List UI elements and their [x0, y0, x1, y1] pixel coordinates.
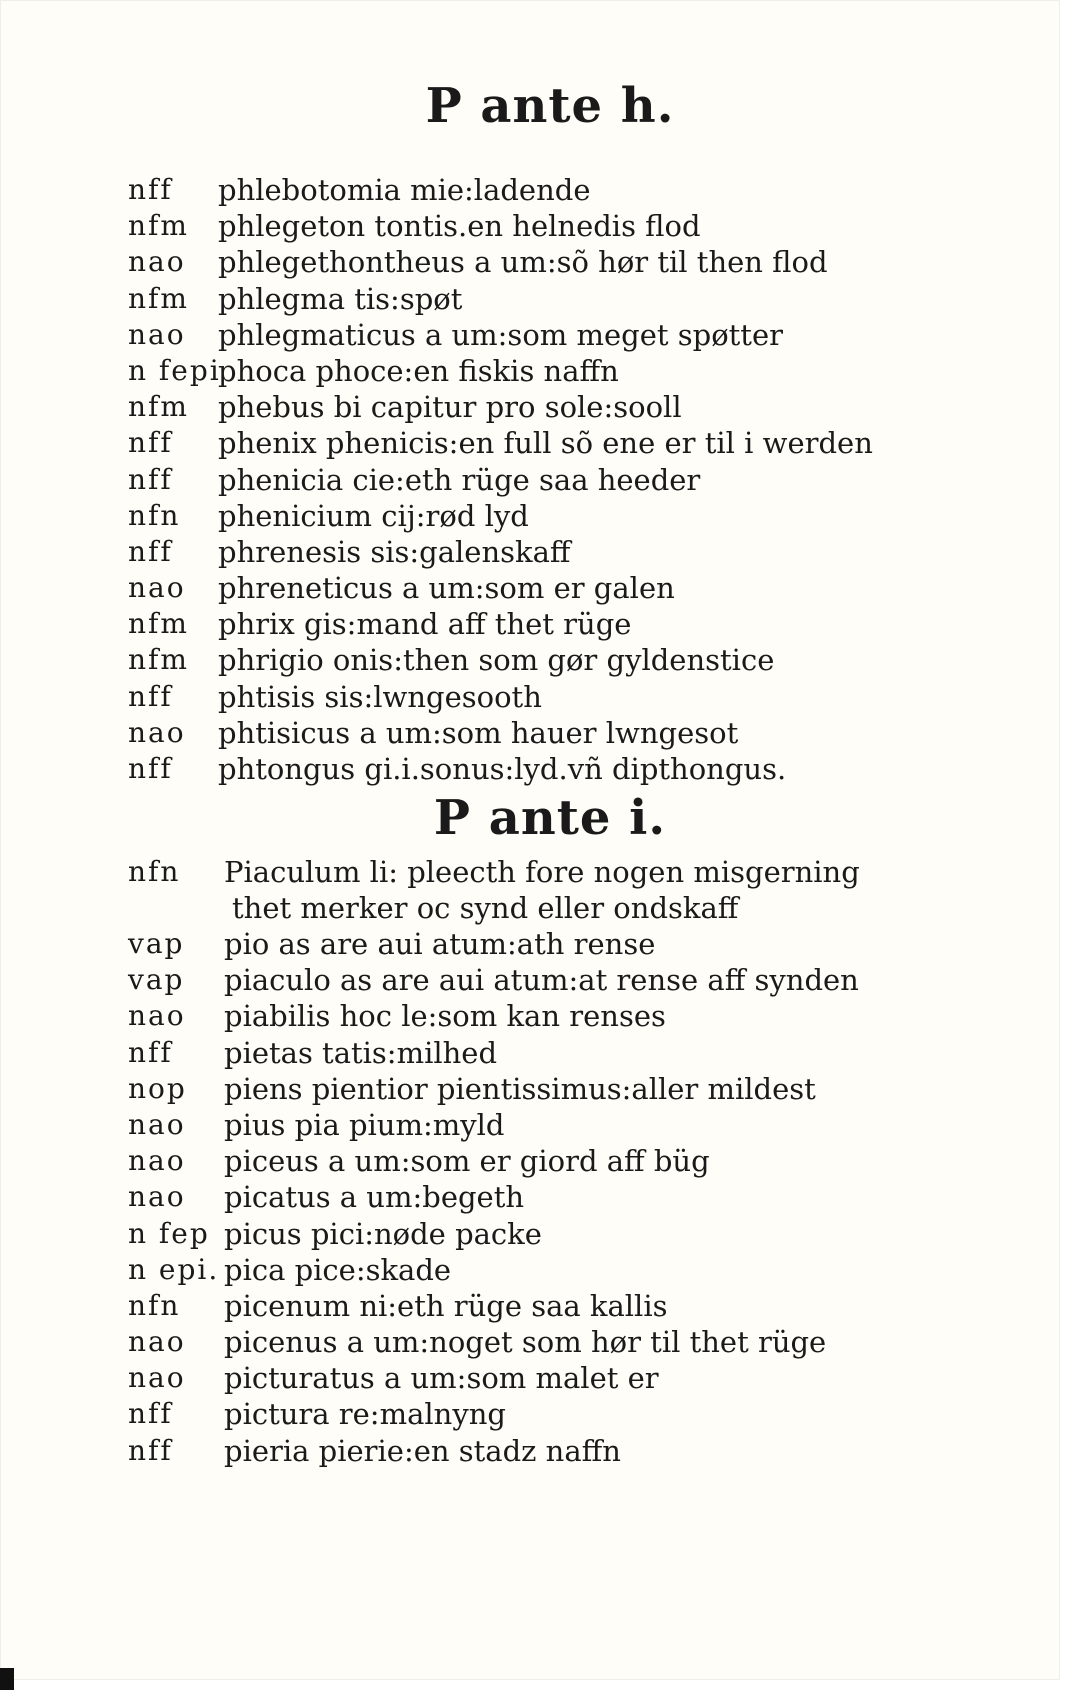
entry-continuation: thet merker oc synd eller ondskaff — [232, 891, 739, 925]
grammar-code: n fep — [128, 1216, 210, 1250]
grammar-code: nfn — [128, 1288, 181, 1322]
list-item — [0, 1179, 1060, 1215]
entry-text: phenicia cie:eth rüge saa heeder — [218, 462, 701, 497]
list-item — [0, 679, 1060, 715]
entry-text: pius pia pium:myld — [224, 1107, 505, 1142]
entry-text: picus pici:nøde packe — [224, 1216, 542, 1251]
grammar-code: nfm — [128, 209, 189, 243]
grammar-code: nff — [128, 1433, 173, 1467]
list-item — [0, 570, 1060, 606]
entry-text: phlegeton tontis.en helnedis flod — [218, 209, 701, 244]
grammar-code: nfm — [128, 281, 189, 315]
entry-text: pieria pierie:en stadz naffn — [224, 1433, 621, 1468]
entry-text: piceus a um:som er giord aff büg — [224, 1144, 710, 1179]
list-item — [0, 1071, 1060, 1107]
grammar-code: nff — [128, 426, 173, 460]
grammar-code: nao — [128, 1325, 186, 1359]
list-item — [0, 534, 1060, 570]
entry-text: phenicium cij:rød lyd — [218, 498, 529, 533]
list-item — [0, 317, 1060, 353]
list-item — [0, 1107, 1060, 1143]
grammar-code: n fepi — [128, 353, 221, 387]
entry-text: phlegma tis:spøt — [218, 281, 463, 316]
entry-text: phrigio onis:then som gør gyldenstice — [218, 643, 775, 678]
entry-list-section-1 — [0, 172, 1060, 787]
list-item — [0, 1324, 1060, 1360]
list-item — [0, 208, 1060, 244]
list-item — [0, 172, 1060, 208]
entry-text: phlegmaticus a um:som meget spøtter — [218, 317, 783, 352]
entry-text: piaculo as are aui atum:at rense aff synden — [224, 963, 859, 998]
list-item — [0, 244, 1060, 280]
list-item — [0, 389, 1060, 425]
list-item — [0, 1143, 1060, 1179]
list-item — [0, 462, 1060, 498]
grammar-code: nao — [128, 1144, 186, 1178]
entry-text: phebus bi capitur pro sole:sooll — [218, 390, 682, 425]
grammar-code: nao — [128, 571, 186, 605]
list-item — [0, 281, 1060, 317]
entry-text: Piaculum li: pleecth fore nogen misgerning — [224, 855, 860, 889]
section-heading-p-ante-h: P ante h. — [425, 78, 675, 134]
list-item — [0, 1433, 1060, 1469]
list-item — [0, 1252, 1060, 1288]
grammar-code: nff — [128, 173, 173, 206]
grammar-code: nao — [128, 1107, 186, 1141]
grammar-code: nao — [128, 1180, 186, 1214]
grammar-code: nff — [128, 1397, 173, 1431]
list-item — [0, 854, 1060, 926]
grammar-code: nff — [128, 1035, 173, 1069]
entry-text: phenix phenicis:en full sõ ene er til i werden — [218, 426, 873, 461]
entry-text: picatus a um:begeth — [224, 1180, 525, 1215]
grammar-code: vap — [128, 927, 185, 960]
grammar-code: nff — [128, 752, 173, 785]
list-item — [0, 926, 1060, 962]
grammar-code: vap — [128, 963, 185, 997]
grammar-code: nfn — [128, 855, 181, 888]
entry-text: pio as are aui atum:ath rense — [224, 927, 656, 961]
grammar-code: nfn — [128, 498, 181, 532]
entry-text: pietas tatis:milhed — [224, 1035, 498, 1070]
entry-text: piabilis hoc le:som kan renses — [224, 999, 666, 1034]
grammar-code: nao — [128, 1361, 186, 1395]
grammar-code: n epi. — [128, 1252, 220, 1286]
grammar-code: nop — [128, 1071, 187, 1105]
entry-text: phlegethontheus a um:sõ hør til then flod — [218, 245, 828, 280]
list-item — [0, 998, 1060, 1034]
entry-text: phtongus gi.i.sonus:lyd.vñ dipthongus. — [218, 752, 787, 786]
list-item — [0, 1216, 1060, 1252]
grammar-code: nao — [128, 245, 186, 279]
entry-text: pictura re:malnyng — [224, 1397, 506, 1432]
list-item — [0, 606, 1060, 642]
entry-text: phlebotomia mie:ladende — [218, 173, 591, 207]
entry-text: phoca phoce:en fiskis naffn — [218, 353, 619, 388]
entry-text: phtisis sis:lwngesooth — [218, 679, 542, 714]
entry-text: picenum ni:eth rüge saa kallis — [224, 1288, 668, 1323]
list-item — [0, 353, 1060, 389]
list-item — [0, 715, 1060, 751]
list-item — [0, 1288, 1060, 1324]
grammar-code: nff — [128, 534, 173, 568]
scan-edge-mark — [0, 1668, 14, 1690]
entry-text: phreneticus a um:som er galen — [218, 571, 675, 606]
entry-text: phrenesis sis:galenskaff — [218, 534, 571, 569]
entry-text: phrix gis:mand aff thet rüge — [218, 607, 632, 642]
list-item — [0, 498, 1060, 534]
entry-text: piens pientior pientissimus:aller mildest — [224, 1071, 816, 1106]
grammar-code: nao — [128, 317, 186, 351]
grammar-code: nff — [128, 679, 173, 713]
list-item — [0, 425, 1060, 461]
grammar-code: nff — [128, 462, 173, 496]
entry-text: picenus a um:noget som hør til thet rüge — [224, 1325, 827, 1360]
list-item — [0, 751, 1060, 787]
grammar-code: nfm — [128, 643, 189, 677]
grammar-code: nfm — [128, 390, 189, 424]
list-item — [0, 962, 1060, 998]
list-item — [0, 1396, 1060, 1432]
entry-text: picturatus a um:som malet er — [224, 1361, 659, 1396]
grammar-code: nfm — [128, 607, 189, 641]
grammar-code: nao — [128, 715, 186, 749]
grammar-code: nao — [128, 999, 186, 1033]
list-item — [0, 1360, 1060, 1396]
entry-text: pica pice:skade — [224, 1252, 452, 1287]
list-item — [0, 642, 1060, 678]
section-heading-p-ante-i: P ante i. — [433, 790, 667, 846]
list-item — [0, 1035, 1060, 1071]
entry-list-section-2 — [0, 854, 1060, 1469]
entry-text: phtisicus a um:som hauer lwngesot — [218, 715, 739, 750]
